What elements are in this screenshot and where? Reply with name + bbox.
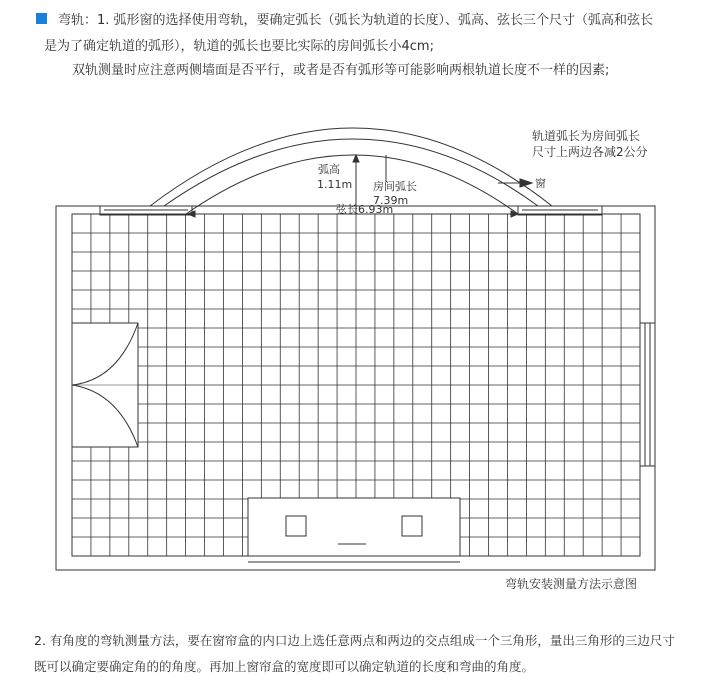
cabinet-square-right — [402, 516, 422, 536]
right-side-window — [640, 323, 655, 466]
cabinet-square-left — [286, 516, 306, 536]
arc-height-label: 弧高 — [318, 163, 340, 176]
outer-arc — [150, 128, 552, 206]
middle-arc — [164, 139, 538, 206]
diagram-caption: 弯轨安装测量方法示意图 — [505, 577, 638, 591]
bottom-cabinet — [248, 498, 460, 556]
paragraph-curved-track: 弯轨：1. 弧形窗的选择使用弯轨，要确定弧长（弧长为轨道的长度）、弧高、弦长三个尺寸（弧高和弦长是为了确定轨道的弧形），轨道的弧长也要比实际的房间弧长小4cm; — [44, 13, 654, 54]
window-label: 窗 — [535, 177, 546, 190]
track-note-line-1: 轨道弧长为房间弧长 — [532, 129, 641, 143]
room-arc-value: 7.39m — [373, 194, 409, 207]
arc-height-value: 1.11m — [317, 178, 353, 191]
paragraph-double-track: 双轨测量时应注意两侧墙面是否平行，或者是否有弧形等可能影响两根轨道长度不一样的因素; — [72, 63, 610, 78]
room-arc-label: 房间弧长 — [373, 180, 417, 193]
paragraph-angled-track: 2. 有角度的弯轨测量方法，要在窗帘盒的内口边上选任意两点和两边的交点组成一个三角形，量出三角形的三边尺寸既可以确定要确定角的的角度。再加上窗帘盒的宽度即可以确定轨道的长度和弯曲的角度。 — [34, 633, 675, 674]
track-note-line-2: 尺寸上两边各减2公分 — [532, 145, 648, 159]
chord-label: 弦长6.93m — [336, 203, 394, 216]
